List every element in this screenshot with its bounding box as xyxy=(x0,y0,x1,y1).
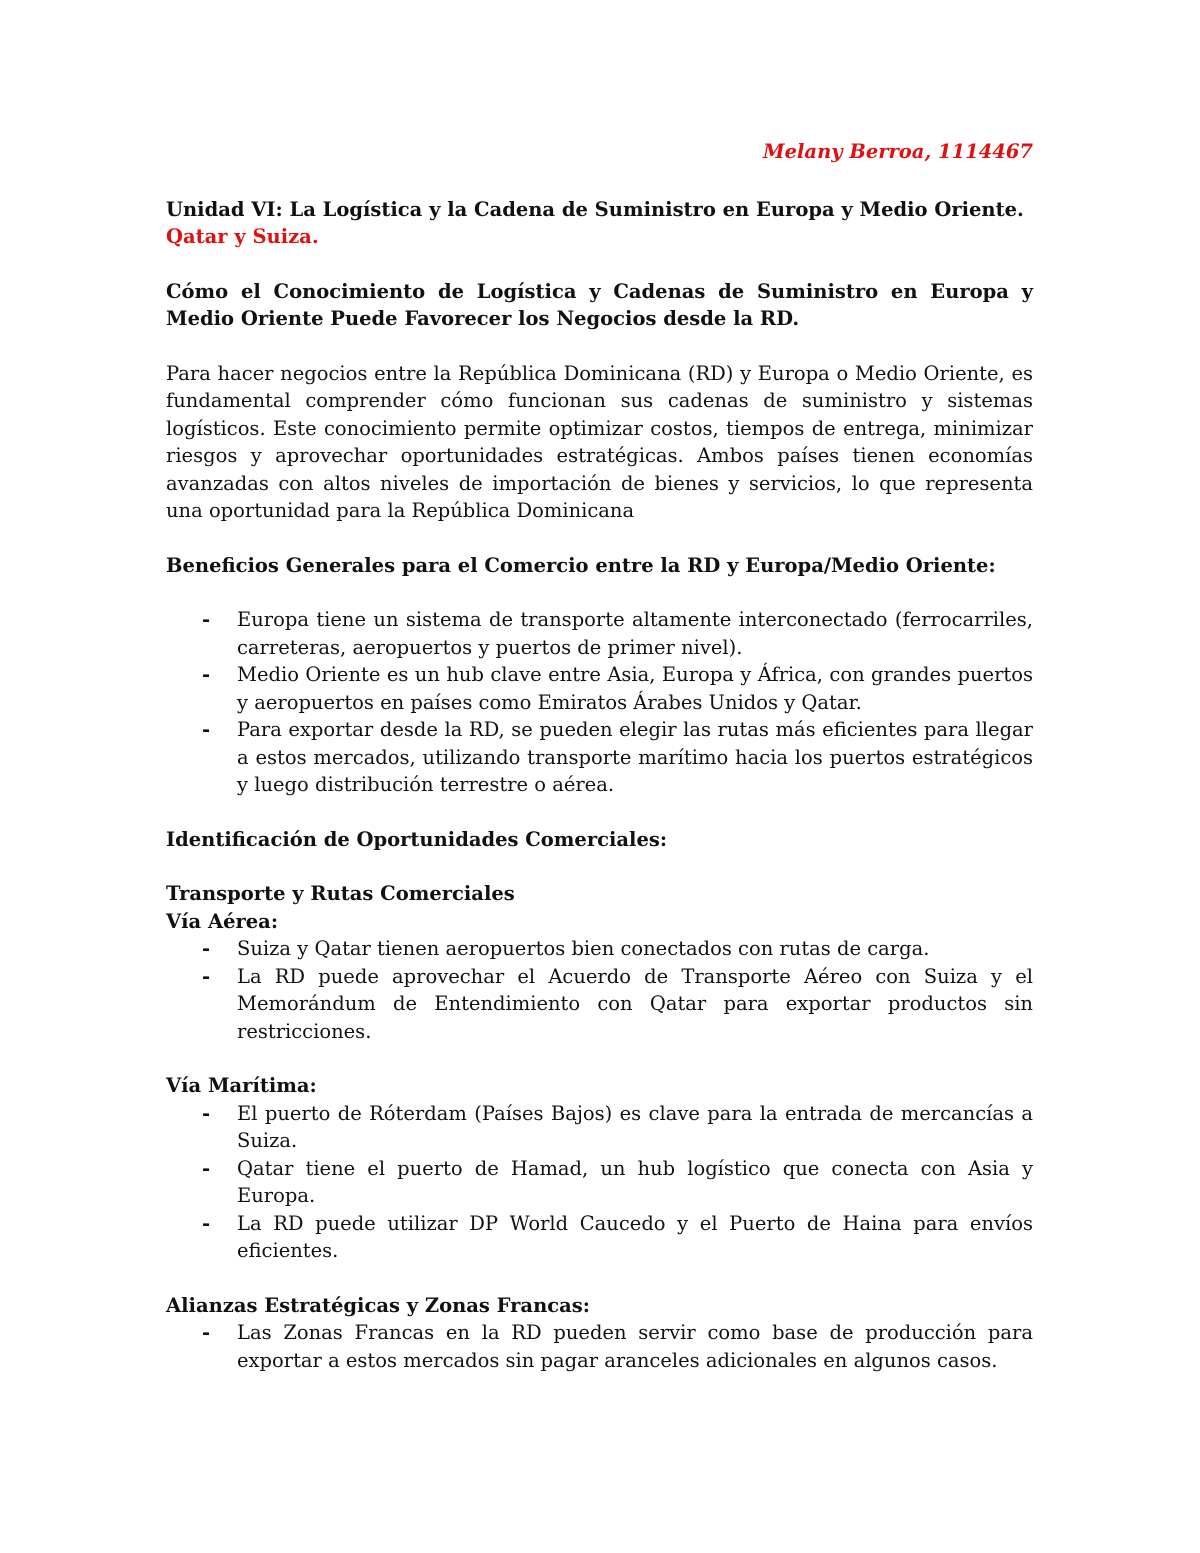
list-item xyxy=(166,716,1033,799)
list-item-text: Qatar tiene el puerto de Hamad, un hub logístico que conecta con Asia y Europa. xyxy=(237,1156,1033,1207)
author-line: Melany Berroa, 1114467 xyxy=(763,140,1033,163)
section-heading: Cómo el Conocimiento de Logística y Cadenas de Suministro en Europa y Medio Oriente Puede Favorecer los Negocios desde la RD. xyxy=(166,279,1033,330)
sea-route-list xyxy=(166,1100,1033,1265)
bullet-dash: - xyxy=(202,937,211,960)
intro-paragraph: Para hacer negocios entre la República Dominicana (RD) y Europa o Medio Oriente, es fundamental comprender cómo funcionan sus cadenas de suministro y sistemas logísticos. Este conocimiento permite optimizar costos, tiempos de entrega, minimizar riesgos y aprovechar oportunidades estratégicas. Ambos países tienen economías avanzadas con altos niveles de importación de bienes y servicios, lo que representa una oportunidad para la República Dominicana xyxy=(166,361,1033,522)
list-item-text: Medio Oriente es un hub clave entre Asia, Europa y África, con grandes puertos y aeropuertos en países como Emiratos Árabes Unidos y Qatar. xyxy=(237,663,1033,714)
list-item-text: Suiza y Qatar tienen aeropuertos bien conectados con rutas de carga. xyxy=(237,937,930,960)
list-item xyxy=(166,963,1033,1046)
alliances-list xyxy=(166,1319,1033,1374)
list-item xyxy=(166,1210,1033,1265)
benefits-title: Beneficios Generales para el Comercio entre la RD y Europa/Medio Oriente: xyxy=(166,553,996,577)
alliances-title: Alianzas Estratégicas y Zonas Francas: xyxy=(166,1293,590,1317)
list-item xyxy=(166,1100,1033,1155)
list-item xyxy=(166,606,1033,661)
air-route-list xyxy=(166,935,1033,1045)
opportunities-title: Identificación de Oportunidades Comerciales: xyxy=(166,827,668,851)
transport-title: Transporte y Rutas Comerciales xyxy=(166,882,515,905)
bullet-dash: - xyxy=(202,1211,211,1235)
benefits-list xyxy=(166,606,1033,799)
list-item-text: La RD puede aprovechar el Acuerdo de Transporte Aéreo con Suiza y el Memorándum de Entendimiento con Qatar para exportar productos sin restricciones. xyxy=(237,964,1033,1043)
list-item xyxy=(166,1155,1033,1210)
bullet-dash: - xyxy=(202,964,211,988)
bullet-dash: - xyxy=(202,1156,211,1180)
list-item-text: La RD puede utilizar DP World Caucedo y el Puerto de Haina para envíos eficientes. xyxy=(237,1211,1033,1262)
list-item xyxy=(166,1319,1033,1374)
list-item xyxy=(166,935,1033,963)
bullet-dash: - xyxy=(202,608,211,631)
list-item-text: Para exportar desde la RD, se pueden elegir las rutas más eficientes para llegar a estos mercados, utilizando transporte marítimo hacia los puertos estratégicos y luego distribución terrestre o aérea. xyxy=(237,718,1033,796)
bullet-dash: - xyxy=(202,1321,211,1344)
bullet-dash: - xyxy=(202,1101,211,1125)
document-body xyxy=(166,138,1033,1401)
list-item-text: Las Zonas Francas en la RD pueden servir como base de producción para exportar a estos mercados sin pagar aranceles adicionales en algunos casos. xyxy=(237,1321,1033,1372)
sea-route-title: Vía Marítima: xyxy=(166,1074,317,1097)
document-title: Unidad VI: La Logística y la Cadena de Suministro en Europa y Medio Oriente. xyxy=(166,197,1024,221)
bullet-dash: - xyxy=(202,663,211,686)
list-item xyxy=(166,661,1033,716)
bullet-dash: - xyxy=(202,718,211,741)
list-item-text: El puerto de Róterdam (Países Bajos) es clave para la entrada de mercancías a Suiza. xyxy=(237,1101,1033,1152)
document-subtitle: Qatar y Suiza. xyxy=(166,225,319,248)
list-item-text: Europa tiene un sistema de transporte altamente interconectado (ferrocarriles, carreteras, aeropuertos y puertos de primer nivel). xyxy=(237,608,1033,659)
air-route-title: Vía Aérea: xyxy=(166,909,279,933)
